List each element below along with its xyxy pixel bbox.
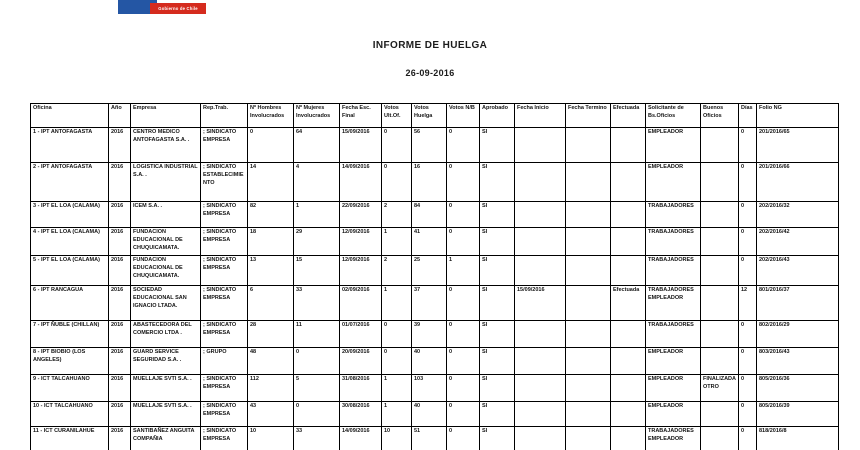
column-header: Solicitante de Bs.Oficios	[646, 104, 701, 128]
table-row	[31, 256, 839, 286]
table-cell: 1 - IPT ANTOFAGASTA	[31, 128, 109, 163]
table-cell: TRABAJADORES	[646, 321, 701, 348]
table-cell: 1	[382, 228, 412, 256]
table-cell: 0	[447, 128, 480, 163]
table-cell: GUARD SERVICE SEGURIDAD S.A. .	[131, 348, 201, 375]
table-cell: 801/2016/37	[757, 286, 839, 321]
table-cell: MUELLAJE SVTI S.A. .	[131, 375, 201, 402]
table-cell: 202/2016/32	[757, 202, 839, 228]
table-cell: 11	[294, 321, 340, 348]
table-cell: 202/2016/42	[757, 228, 839, 256]
table-cell: 0	[739, 402, 757, 427]
table-cell: 14	[248, 163, 294, 202]
table-cell: 64	[294, 128, 340, 163]
table-cell: SI	[480, 286, 515, 321]
table-cell: SI	[480, 128, 515, 163]
strike-report-table	[30, 103, 839, 450]
table-cell: SI	[480, 228, 515, 256]
table-cell	[566, 427, 611, 450]
table-cell: 84	[412, 202, 447, 228]
table-cell: TRABAJADORES	[646, 202, 701, 228]
table-cell: 33	[294, 427, 340, 450]
table-cell: 2	[382, 256, 412, 286]
table-cell	[701, 321, 739, 348]
table-cell: 0	[739, 427, 757, 450]
table-cell: 0	[739, 256, 757, 286]
table-cell	[566, 163, 611, 202]
table-cell: TRABAJADORES EMPLEADOR	[646, 286, 701, 321]
table-cell: 0	[294, 402, 340, 427]
table-cell	[701, 128, 739, 163]
table-cell: 10	[382, 427, 412, 450]
table-cell: 15/09/2016	[515, 286, 566, 321]
table-cell: 0	[739, 348, 757, 375]
table-cell: ; SINDICATO EMPRESA	[201, 256, 248, 286]
table-cell: 28	[248, 321, 294, 348]
table-cell: 805/2016/36	[757, 375, 839, 402]
table-cell: 0	[447, 348, 480, 375]
table-cell	[515, 128, 566, 163]
table-cell: 0	[447, 163, 480, 202]
table-cell: 2016	[109, 202, 131, 228]
table-cell: SI	[480, 375, 515, 402]
table-body	[31, 128, 839, 450]
table-cell: 4	[294, 163, 340, 202]
table-cell	[611, 321, 646, 348]
table-row	[31, 348, 839, 375]
table-cell: TRABAJADORES	[646, 256, 701, 286]
table-cell: 2016	[109, 427, 131, 450]
table-cell: EMPLEADOR	[646, 348, 701, 375]
table-cell: 39	[412, 321, 447, 348]
table-cell: 202/2016/43	[757, 256, 839, 286]
table-cell: 9 - ICT TALCAHUANO	[31, 375, 109, 402]
table-cell: 82	[248, 202, 294, 228]
table-cell: 2016	[109, 286, 131, 321]
table-cell: 56	[412, 128, 447, 163]
table-cell: 0	[739, 375, 757, 402]
table-cell: 803/2016/43	[757, 348, 839, 375]
column-header: Aprobado	[480, 104, 515, 128]
table-cell: 103	[412, 375, 447, 402]
report-date: 26-09-2016	[405, 68, 455, 78]
header-row	[31, 104, 839, 128]
table-cell: 11 - ICT CURANILAHUE	[31, 427, 109, 450]
table-cell: 0	[382, 321, 412, 348]
table-cell: 0	[739, 128, 757, 163]
table-row	[31, 427, 839, 450]
table-cell	[611, 427, 646, 450]
table-cell	[515, 228, 566, 256]
table-cell: 0	[447, 202, 480, 228]
column-header: Fecha Inicio	[515, 104, 566, 128]
page-title: INFORME DE HUELGA	[372, 40, 488, 51]
table-cell	[611, 256, 646, 286]
table-cell: 0	[447, 286, 480, 321]
table-cell: 0	[382, 128, 412, 163]
table-cell	[515, 256, 566, 286]
table-cell	[701, 348, 739, 375]
table-cell: 51	[412, 427, 447, 450]
table-cell: 5 - IPT EL LOA (CALAMA)	[31, 256, 109, 286]
table-cell	[611, 163, 646, 202]
table-cell: Efectuada	[611, 286, 646, 321]
table-cell: 40	[412, 348, 447, 375]
table-cell: TRABAJADORES EMPLEADOR	[646, 427, 701, 450]
column-header: Nº Mujeres Involucrados	[294, 104, 340, 128]
table-cell: 10 - ICT TALCAHUANO	[31, 402, 109, 427]
table-cell: 1	[294, 202, 340, 228]
column-header: Fecha Termino	[566, 104, 611, 128]
table-cell: 02/09/2016	[340, 286, 382, 321]
table-cell: 201/2016/66	[757, 163, 839, 202]
table-cell: EMPLEADOR	[646, 128, 701, 163]
table-cell: SI	[480, 402, 515, 427]
table-cell: 8 - IPT BIOBIO (LOS ANGELES)	[31, 348, 109, 375]
table-cell: 1	[447, 256, 480, 286]
table-cell: 2016	[109, 375, 131, 402]
table-cell	[566, 128, 611, 163]
table-cell	[566, 321, 611, 348]
table-cell: 2016	[109, 128, 131, 163]
table-cell: ; SINDICATO EMPRESA	[201, 228, 248, 256]
chile-flag-red-block: Gobierno de Chile	[150, 3, 206, 14]
table-cell: 0	[739, 163, 757, 202]
table-cell	[515, 202, 566, 228]
table-cell: 7 - IPT ÑUBLE (CHILLAN)	[31, 321, 109, 348]
table-header	[31, 104, 839, 128]
table-row	[31, 286, 839, 321]
table-cell	[701, 286, 739, 321]
table-row	[31, 163, 839, 202]
table-cell: SANTIBAÑEZ ANGUITA COMPAÑIA	[131, 427, 201, 450]
table-cell: 0	[382, 348, 412, 375]
column-header: Empresa	[131, 104, 201, 128]
table-cell	[701, 256, 739, 286]
table-cell: 12/09/2016	[340, 228, 382, 256]
table-cell: 0	[739, 321, 757, 348]
table-cell	[515, 402, 566, 427]
table-cell: ; SINDICATO ESTABLECIMIENTO	[201, 163, 248, 202]
table-cell: 6 - IPT RANCAGUA	[31, 286, 109, 321]
table-cell	[515, 163, 566, 202]
table-cell	[701, 427, 739, 450]
table-cell	[566, 256, 611, 286]
table-cell: ; SINDICATO EMPRESA	[201, 321, 248, 348]
table-cell: FUNDACION EDUCACIONAL DE CHUQUICAMATA.	[131, 228, 201, 256]
table-cell: 43	[248, 402, 294, 427]
table-cell: 1	[382, 286, 412, 321]
table-cell: EMPLEADOR	[646, 375, 701, 402]
table-cell: ; GRUPO	[201, 348, 248, 375]
table-cell: 48	[248, 348, 294, 375]
column-header: Fecha Esc. Final	[340, 104, 382, 128]
table-cell: TRABAJADORES	[646, 228, 701, 256]
column-header: Votos Huelga	[412, 104, 447, 128]
table-cell: 14/09/2016	[340, 163, 382, 202]
column-header: Buenos Oficios	[701, 104, 739, 128]
table-cell: 3 - IPT EL LOA (CALAMA)	[31, 202, 109, 228]
table-cell: 4 - IPT EL LOA (CALAMA)	[31, 228, 109, 256]
table-cell: 10	[248, 427, 294, 450]
table-cell	[515, 375, 566, 402]
table-cell: EMPLEADOR	[646, 163, 701, 202]
table-cell: 33	[294, 286, 340, 321]
table-cell: 15/09/2016	[340, 128, 382, 163]
table-cell: 40	[412, 402, 447, 427]
table-cell: 818/2016/8	[757, 427, 839, 450]
column-header: Nº Hombres Involucrados	[248, 104, 294, 128]
table-row	[31, 202, 839, 228]
table-cell: 12/09/2016	[340, 256, 382, 286]
table-cell: 0	[447, 402, 480, 427]
column-header: Año	[109, 104, 131, 128]
table-cell: 25	[412, 256, 447, 286]
table-cell	[701, 402, 739, 427]
table-cell: SI	[480, 427, 515, 450]
table-cell: 2016	[109, 321, 131, 348]
table-cell	[566, 228, 611, 256]
column-header: Días	[739, 104, 757, 128]
table-cell	[701, 163, 739, 202]
table-cell: 2016	[109, 348, 131, 375]
table-cell: 15	[294, 256, 340, 286]
table-cell: ; SINDICATO EMPRESA	[201, 375, 248, 402]
table-cell: FUNDACION EDUCACIONAL DE CHUQUICAMATA.	[131, 256, 201, 286]
table-cell: 2	[382, 202, 412, 228]
table-cell: ; SINDICATO EMPRESA	[201, 286, 248, 321]
table-cell: CENTRO MEDICO ANTOFAGASTA S.A. .	[131, 128, 201, 163]
table-cell	[611, 402, 646, 427]
table-cell: ; SINDICATO EMPRESA	[201, 202, 248, 228]
table-cell: SI	[480, 202, 515, 228]
table-row	[31, 402, 839, 427]
table-cell: 16	[412, 163, 447, 202]
table-row	[31, 375, 839, 402]
table-cell	[566, 375, 611, 402]
table-cell: 30/08/2016	[340, 402, 382, 427]
table-cell: 1	[382, 375, 412, 402]
table-cell: SI	[480, 348, 515, 375]
table-cell: LOGISTICA INDUSTRIAL S.A. .	[131, 163, 201, 202]
column-header: Folio NG	[757, 104, 839, 128]
table-cell: MUELLAJE SVTI S.A. .	[131, 402, 201, 427]
table-cell: ; SINDICATO EMPRESA	[201, 128, 248, 163]
table-cell: FINALIZADA OTRO	[701, 375, 739, 402]
column-header: Votos Ult.Of.	[382, 104, 412, 128]
table-cell: SI	[480, 321, 515, 348]
column-header: Votos N/B	[447, 104, 480, 128]
table-cell	[611, 228, 646, 256]
table-cell	[566, 286, 611, 321]
table-cell: SOCIEDAD EDUCACIONAL SAN IGNACIO LTADA.	[131, 286, 201, 321]
table-cell: 0	[294, 348, 340, 375]
table-cell	[611, 375, 646, 402]
table-row	[31, 228, 839, 256]
table-cell: 31/08/2016	[340, 375, 382, 402]
table-cell: 5	[294, 375, 340, 402]
table-cell: 0	[382, 163, 412, 202]
table-cell: 37	[412, 286, 447, 321]
table-cell	[566, 202, 611, 228]
table-cell: ; SINDICATO EMPRESA	[201, 402, 248, 427]
table-cell: ; SINDICATO EMPRESA	[201, 427, 248, 450]
table-cell: 2016	[109, 163, 131, 202]
table-cell: SI	[480, 163, 515, 202]
table-cell: 2016	[109, 256, 131, 286]
table-cell: 0	[739, 228, 757, 256]
table-cell: 0	[447, 375, 480, 402]
table-cell	[515, 321, 566, 348]
table-cell: 01/07/2016	[340, 321, 382, 348]
table-cell: 112	[248, 375, 294, 402]
table-cell: ICEM S.A. .	[131, 202, 201, 228]
table-cell	[611, 348, 646, 375]
table-cell: 29	[294, 228, 340, 256]
table-cell: 805/2016/39	[757, 402, 839, 427]
column-header: Efectuada	[611, 104, 646, 128]
table-cell	[566, 402, 611, 427]
table-cell	[611, 128, 646, 163]
table-cell: 12	[739, 286, 757, 321]
table-cell	[566, 348, 611, 375]
table-cell: 2 - IPT ANTOFAGASTA	[31, 163, 109, 202]
table-cell: 41	[412, 228, 447, 256]
column-header: Oficina	[31, 104, 109, 128]
table-cell: EMPLEADOR	[646, 402, 701, 427]
table-row	[31, 128, 839, 163]
table-cell: 13	[248, 256, 294, 286]
table-cell	[701, 202, 739, 228]
table-cell: SI	[480, 256, 515, 286]
table-cell: 22/09/2016	[340, 202, 382, 228]
table-cell: 2016	[109, 228, 131, 256]
table-cell: 802/2016/29	[757, 321, 839, 348]
table-cell: 0	[447, 321, 480, 348]
table-row	[31, 321, 839, 348]
table-cell: 0	[739, 202, 757, 228]
column-header: Rep.Trab.	[201, 104, 248, 128]
table-cell	[515, 348, 566, 375]
table-cell: 2016	[109, 402, 131, 427]
table-cell	[701, 228, 739, 256]
table-cell	[611, 202, 646, 228]
table-cell: ABASTECEDORA DEL COMERCIO LTDA .	[131, 321, 201, 348]
table-cell: 20/09/2016	[340, 348, 382, 375]
table-cell: 0	[447, 427, 480, 450]
table-cell: 0	[447, 228, 480, 256]
table-cell: 6	[248, 286, 294, 321]
table-cell	[515, 427, 566, 450]
table-cell: 14/09/2016	[340, 427, 382, 450]
table-cell: 201/2016/65	[757, 128, 839, 163]
table-cell: 18	[248, 228, 294, 256]
table-cell: 0	[248, 128, 294, 163]
table-cell: 1	[382, 402, 412, 427]
